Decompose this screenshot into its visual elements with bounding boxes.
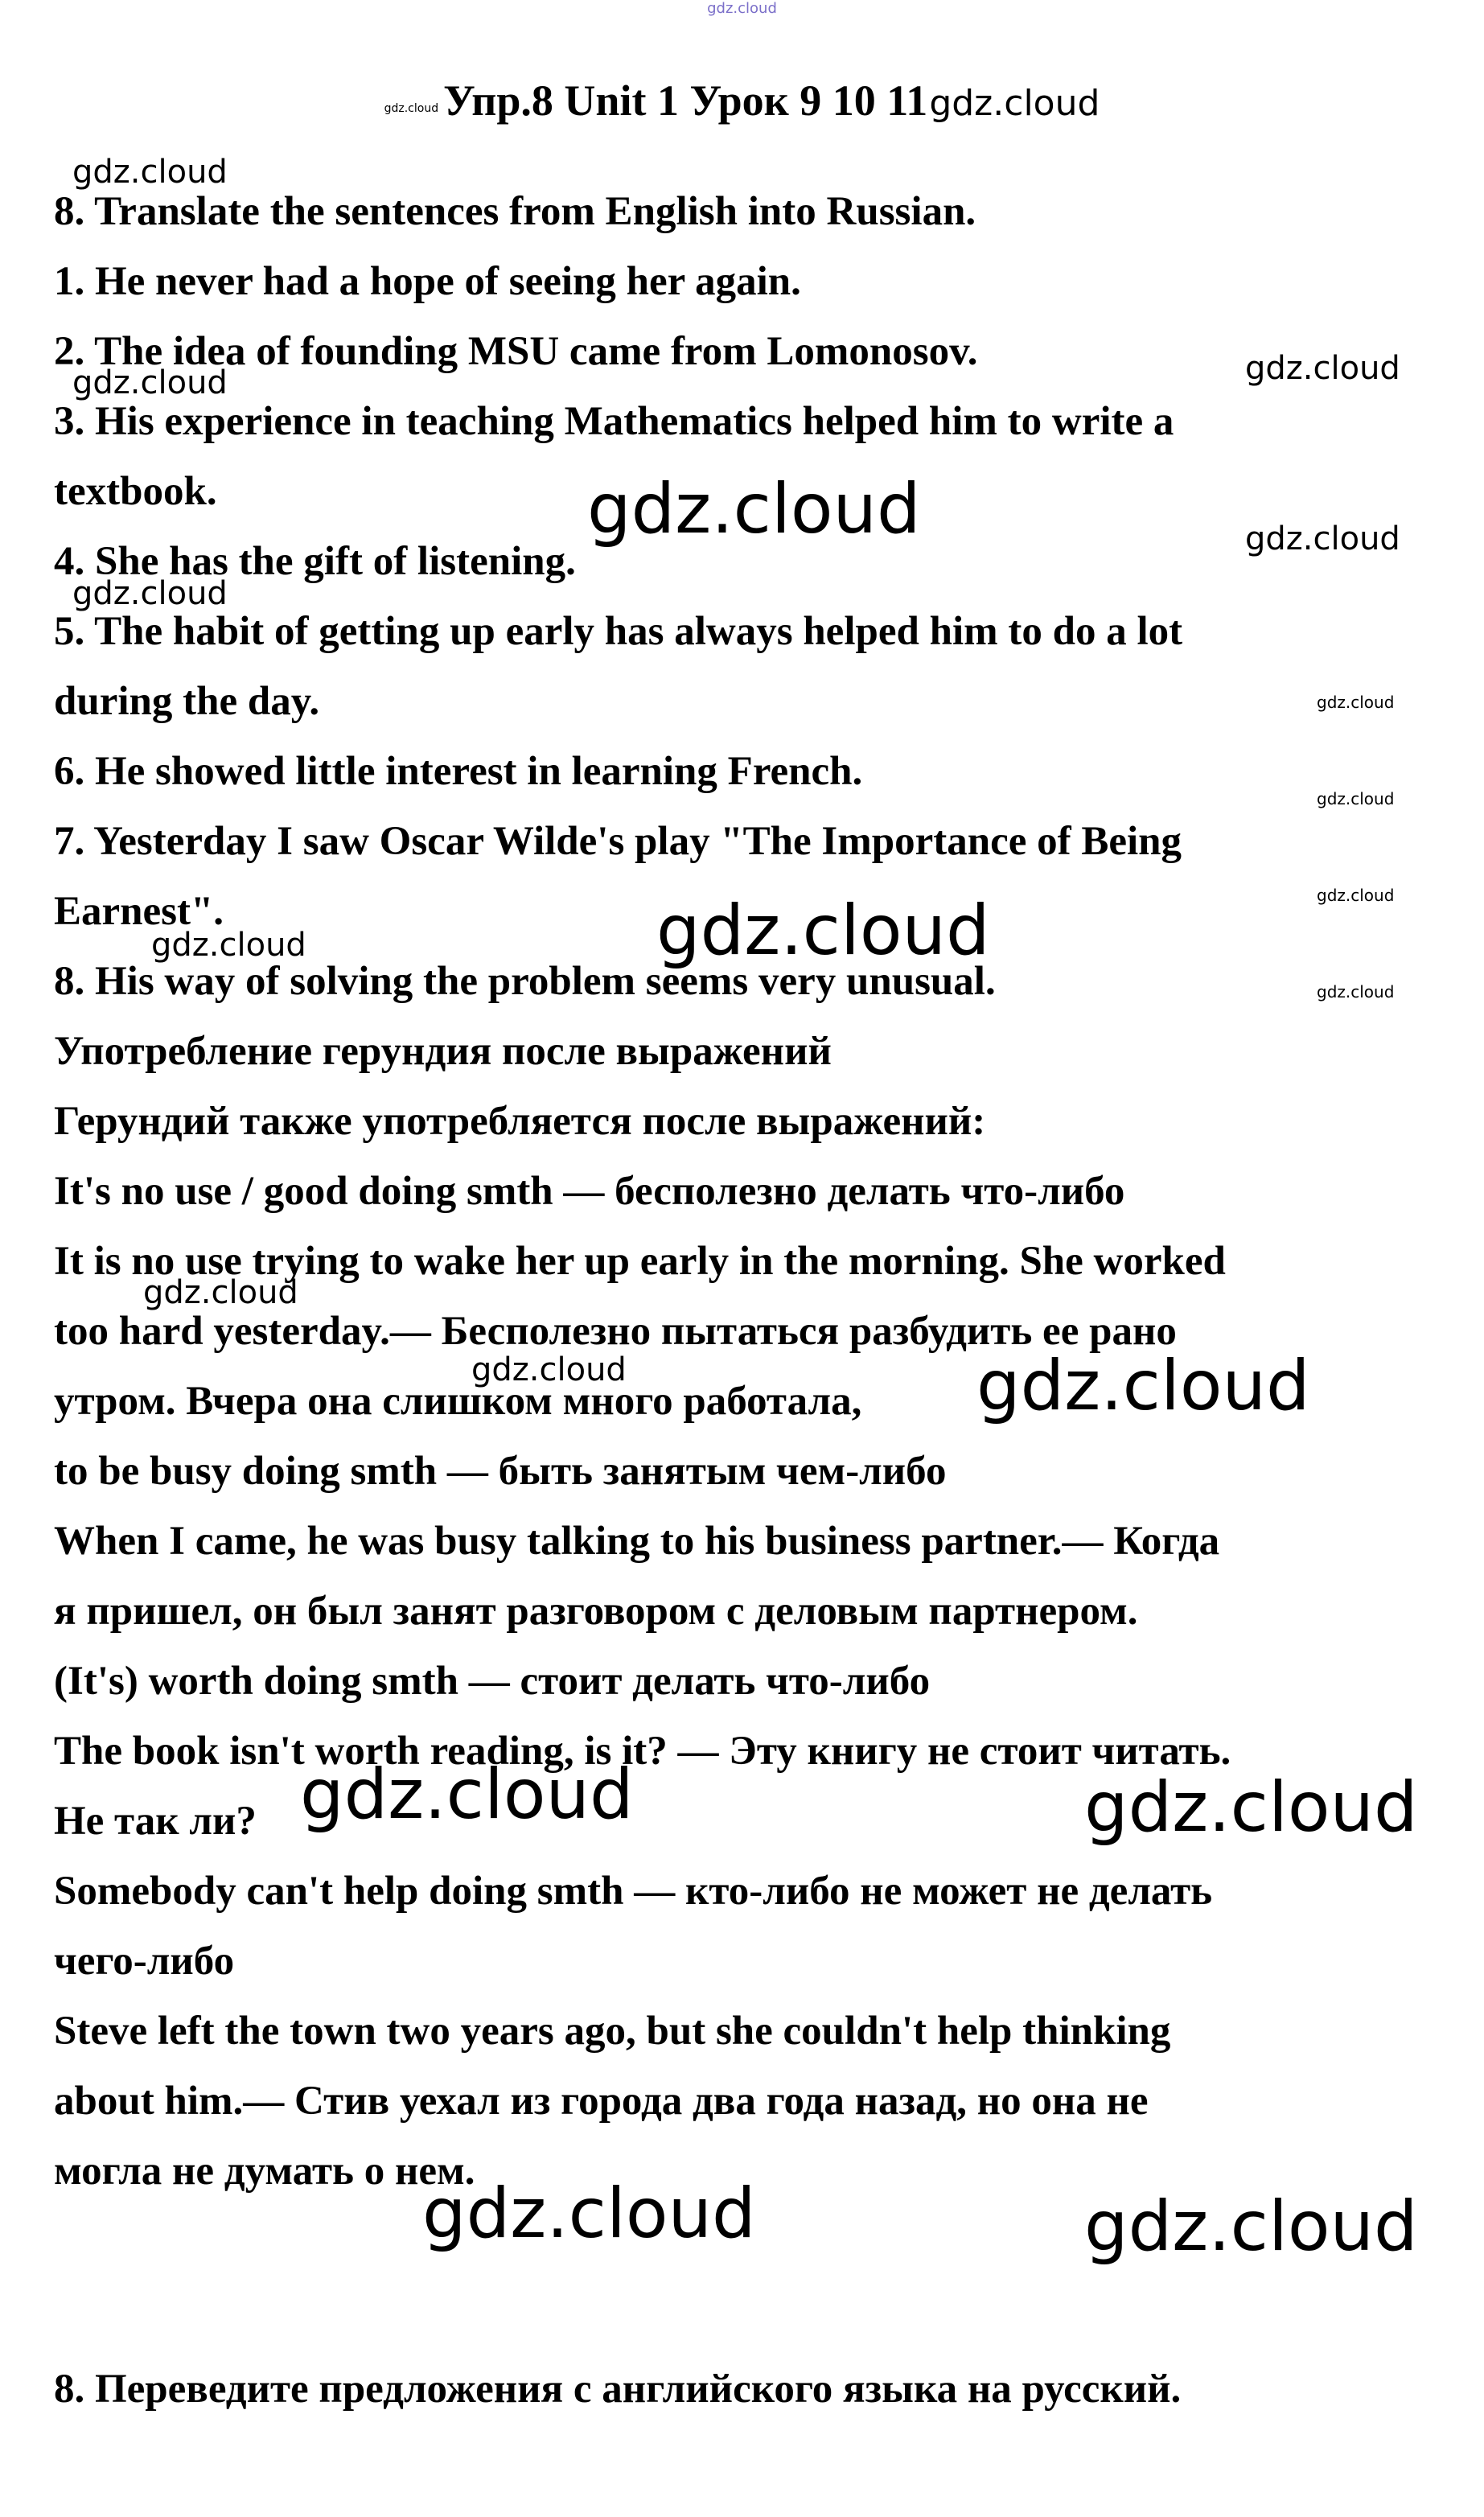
watermark: gdz.cloud	[1317, 789, 1395, 808]
page-title	[0, 76, 1484, 125]
text-line: 6. He showed little interest in learning French.	[54, 749, 863, 794]
watermark-title-suffix: gdz.cloud	[929, 83, 1100, 124]
text-line: 2. The idea of founding MSU came from Lomonosov.	[54, 329, 978, 374]
watermark: gdz.cloud	[72, 154, 228, 191]
watermark: gdz.cloud	[1245, 520, 1400, 557]
watermark: gdz.cloud	[656, 890, 990, 971]
text-line: Не так ли?	[54, 1799, 257, 1844]
watermark-top: gdz.cloud	[707, 0, 777, 17]
text-line: (It's) worth doing smth — стоит делать что-либо	[54, 1659, 931, 1704]
text-line: textbook.	[54, 469, 217, 514]
watermark-title-prefix: gdz.cloud	[384, 102, 439, 115]
text-line: too hard yesterday.— Бесполезно пытаться разбудить ее рано	[54, 1309, 1177, 1354]
watermark: gdz.cloud	[976, 1346, 1310, 1426]
watermark: gdz.cloud	[587, 469, 921, 549]
page-title-text: Упр.8 Unit 1 Урок 9 10 11	[443, 76, 928, 125]
text-line: чего-либо	[54, 1939, 235, 1984]
text-line: я пришел, он был занят разговором с деловым партнером.	[54, 1589, 1138, 1634]
text-line: to be busy doing smth — быть занятым чем-либо	[54, 1449, 947, 1494]
text-line: Употребление герундия после выражений	[54, 1029, 832, 1074]
text-line: 8. Переведите предложения с английского языка на русский.	[54, 2367, 1182, 2412]
watermark: gdz.cloud	[72, 364, 228, 401]
watermark: gdz.cloud	[1317, 982, 1395, 1001]
watermark: gdz.cloud	[72, 575, 228, 612]
text-line: 8. His way of solving the problem seems very unusual.	[54, 959, 996, 1004]
text-line: When I came, he was busy talking to his business partner.— Когда	[54, 1519, 1220, 1564]
text-line: 8. Translate the sentences from English into Russian.	[54, 189, 976, 234]
watermark: gdz.cloud	[471, 1351, 627, 1388]
text-line: during the day.	[54, 679, 320, 724]
text-line: It is no use trying to wake her up early in the morning. She worked	[54, 1239, 1226, 1284]
text-line: Somebody can't help doing smth — кто-либо не может не делать	[54, 1869, 1213, 1914]
watermark: gdz.cloud	[1084, 1767, 1418, 1848]
watermark: gdz.cloud	[151, 927, 306, 964]
text-line: It's no use / good doing smth — бесполезно делать что-либо	[54, 1169, 1125, 1214]
text-line: Earnest".	[54, 889, 224, 934]
text-line: Герундий также употребляется после выражений:	[54, 1099, 986, 1144]
watermark: gdz.cloud	[143, 1274, 298, 1311]
text-line: утром. Вчера она слишком много работала,	[54, 1379, 862, 1424]
text-line: 4. She has the gift of listening.	[54, 539, 576, 584]
text-line: могла не думать о нем.	[54, 2149, 475, 2194]
watermark: gdz.cloud	[422, 2174, 756, 2254]
text-line: Steve left the town two years ago, but she couldn't help thinking	[54, 2009, 1171, 2054]
text-line: 3. His experience in teaching Mathematics helped him to write a	[54, 399, 1174, 444]
text-line: 7. Yesterday I saw Oscar Wilde's play "The Importance of Being	[54, 819, 1182, 864]
watermark: gdz.cloud	[1084, 2186, 1418, 2267]
watermark: gdz.cloud	[1317, 693, 1395, 712]
text-line: 5. The habit of getting up early has always helped him to do a lot	[54, 609, 1183, 654]
text-line: The book isn't worth reading, is it? — Эту книгу не стоит читать.	[54, 1729, 1231, 1774]
text-line: about him.— Стив уехал из города два года назад, но она не	[54, 2079, 1149, 2124]
watermark: gdz.cloud	[1245, 350, 1400, 387]
text-line: 1. He never had a hope of seeing her again.	[54, 259, 801, 304]
watermark: gdz.cloud	[300, 1754, 634, 1835]
watermark: gdz.cloud	[1317, 886, 1395, 905]
